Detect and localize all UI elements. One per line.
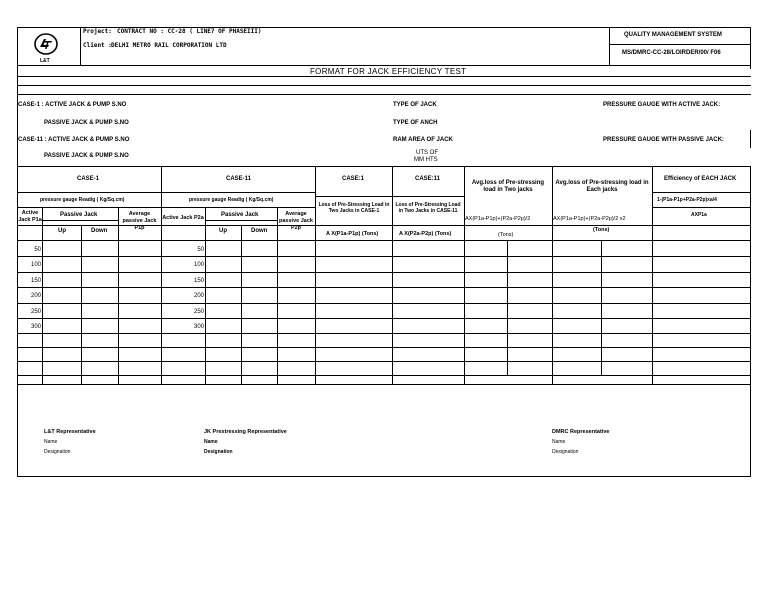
case1-header: CASE-1 [77,176,100,182]
active-jack-p1a-header: Active Jack P1a [18,210,42,223]
jk-designation: Designation [204,449,233,455]
gauge-divider [750,130,751,148]
case11-passive-jack-label: PASSIVE JACK & PUMP S.NO [44,153,129,159]
case11-header: CASE-11 [226,176,252,182]
dmrc-name: Name [552,439,566,445]
loss-case11-header: Loss of Pre-Stressing Load in Two Jacks in CASE-11 [395,202,461,214]
ax-case1-header: A X(P1a-P1p) (Tons) [326,231,379,237]
qms-title: QUALITY MANAGEMENT SYSTEM [624,32,722,38]
reading-p1a-300: 300 [30,324,41,330]
loss-case1-header: Loss of Pre-Stressing Load in Two Jacks in CASE-1 [318,202,390,214]
up-case11: Up [219,228,227,234]
up-case1: Up [58,228,66,234]
pressure-gauge-case11: pressure gauge Readig ( Kg/Sq.cm) [189,197,274,203]
efficiency-header: Efficiency of EACH JACK [664,176,737,182]
formula-two-jacks: AX(P1a-P1p)+(P2a-P2p)/2 [465,216,531,222]
type-of-anch-label: TYPE OF ANCH [393,120,438,126]
active-jack-p2a-header: Active Jack P2a [162,215,204,221]
avg-loss-two-header: Avg.loss of Pre-stressing load in Two jacks [471,180,545,193]
efficiency-formula: 1-(P1a-P1p+P2a-P2p)xa/4 [657,197,717,203]
jk-name: Name [204,439,218,445]
lt-logo-icon [33,32,59,58]
average-passive-p1p-header: Average passive Jack P1p [122,211,157,231]
case11-active-jack-label: CASE-11 : ACTIVE JACK & PUMP S.NO [18,137,130,143]
client-value: DELHI METRO RAIL CORPORATION LTD [111,42,227,49]
lt-logo [33,32,59,58]
reading-p1a-150: 150 [30,278,41,284]
reading-p1a-100: 100 [30,262,41,268]
ram-area-label: RAM AREA OF JACK [393,137,453,143]
case1-passive-jack-label: PASSIVE JACK & PUMP S.NO [44,120,129,126]
tons-each-jack: (Tons) [593,227,610,233]
reading-p2a-50: 50 [197,247,204,253]
down-case11: Down [251,228,268,234]
case11-short-header: CASE:11 [415,176,441,182]
case1-active-jack-label: CASE-1 : ACTIVE JACK & PUMP S.NO [18,102,127,108]
doc-number: MS/DMRC-CC-28/LOIRDER/00/ F06 [622,50,721,56]
reading-p1a-50: 50 [34,247,41,253]
formula-each-jack: AX(P1a-P1p)+(P2a-P2p)/2 x2 [553,216,626,222]
form-title: FORMAT FOR JACK EFFICIENCY TEST [310,67,467,76]
project-value: CONTRACT NO : CC-28 ( LINE7 OF PHASEIII) [117,28,262,35]
passive-jack-case11-header: Passive Jack [221,212,259,218]
passive-jack-case1-header: Passive Jack [60,212,98,218]
case1-short-header: CASE:1 [342,176,365,182]
reading-p2a-300: 300 [193,324,204,330]
logo-label: L&T [40,58,50,64]
gauge-passive-label: PRESSURE GAUGE WITH PASSIVE JACK: [603,137,724,143]
down-case1: Down [91,228,108,234]
project-label: Project: [83,28,112,35]
reading-p2a-150: 150 [193,278,204,284]
reading-p2a-100: 100 [193,262,204,268]
tons-two-jacks: (Tons) [498,232,514,238]
reading-p1a-200: 200 [30,293,41,299]
axp1a-label: AXP1a [691,212,707,218]
reading-p2a-250: 250 [193,309,204,315]
uts-label-line1: UTS OF [416,150,438,156]
ax-case11-header: A X(P2a-P2p) (Tons) [399,231,452,237]
pressure-gauge-case1: pressure gauge Readig ( Kg/Sq.cm) [40,197,125,203]
uts-label-line2: MM HTS [414,157,438,163]
lt-representative: L&T Representative [44,429,96,435]
client-label: Client : [83,42,112,49]
reading-p2a-200: 200 [193,293,204,299]
dmrc-designation: Designation [552,449,579,455]
type-of-jack-label: TYPE OF JACK [393,102,437,108]
jk-representative: JK Prestressing Representative [204,429,287,435]
reading-p1a-250: 250 [30,309,41,315]
lt-designation: Designation [44,449,71,455]
average-passive-p2p-header: Average passive Jack P2p [279,211,313,231]
lt-name: Name [44,439,58,445]
dmrc-representative: DMRC Representative [552,429,610,435]
avg-loss-each-header: Avg.loss of Pre-stressing load in Each jacks [555,180,649,193]
gauge-active-label: PRESSURE GAUGE WITH ACTIVE JACK: [603,102,721,108]
